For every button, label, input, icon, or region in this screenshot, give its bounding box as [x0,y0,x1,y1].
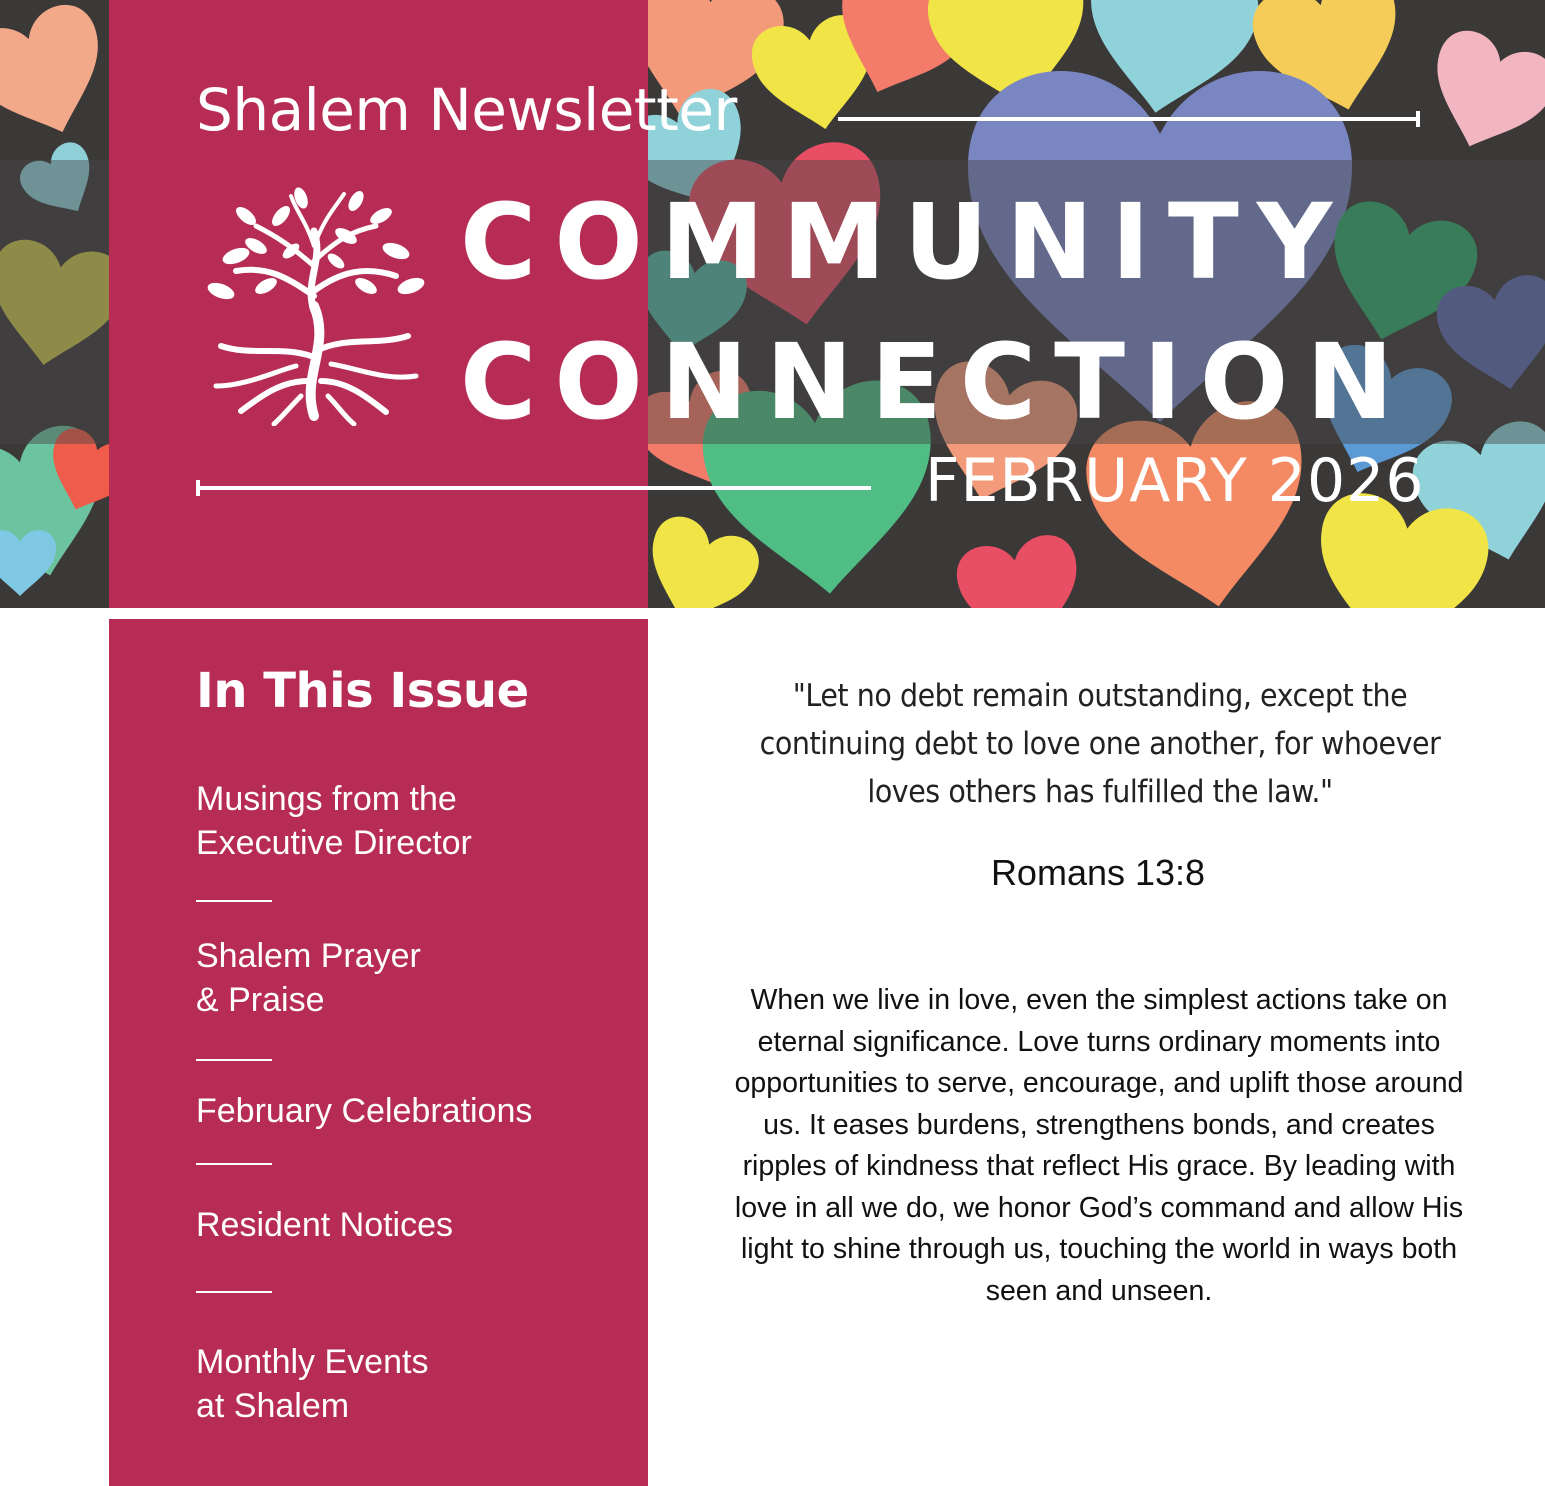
newsletter-title: Shalem Newsletter [196,76,737,144]
toc-item-line: & Praise [196,981,325,1019]
toc-separator [196,900,272,902]
toc-item-musings[interactable] [196,777,636,865]
title-rule-top [838,117,1420,121]
toc-item-celebrations[interactable] [196,1089,636,1133]
toc-item-line: Shalem Prayer [196,937,421,975]
scripture-quote: "Let no debt remain outstanding, except the continuing debt to love one another, for whoever loves others has fulfilled the law." [759,678,1441,810]
toc-item-prayer-praise[interactable] [196,934,636,1022]
sidebar-heading: In This Issue [196,663,529,719]
tree-of-life-logo [196,186,432,426]
title-connection: CONNECTION [460,321,1412,443]
issue-date: FEBRUARY 2026 [925,446,1425,516]
title-rule-bottom [196,486,871,490]
toc-item-line: Resident Notices [196,1206,454,1244]
toc-item-monthly-events[interactable] [196,1340,636,1428]
reflection-paragraph: When we live in love, even the simplest actions take on eternal significance. Love turns ordinary moments into opportunities to serve, encourage, and uplift those around us. It eases burdens, strengthens bonds, and creates ripples of kindness that reflect His grace. By leading with love in all we do, we honor God’s command and allow His light to shine through us, touching the world in ways both seen and unseen. [734,984,1464,1307]
title-community: COMMUNITY [460,181,1351,303]
toc-separator [196,1059,272,1061]
scripture-reference: Romans 13:8 [990,852,1206,893]
toc-item-line: at Shalem [196,1387,350,1425]
toc-item-line: Musings from the [196,780,457,818]
toc-separator [196,1291,272,1293]
toc-item-line: Monthly Events [196,1343,429,1381]
toc-separator [196,1163,272,1165]
in-this-issue-sidebar [109,619,648,1486]
title-rule-top-cap [1416,111,1420,127]
toc-item-resident-notices[interactable] [196,1203,636,1247]
title-rule-bottom-cap [196,480,200,496]
toc-item-line: Executive Director [196,824,472,862]
toc-item-line: February Celebrations [196,1092,533,1130]
